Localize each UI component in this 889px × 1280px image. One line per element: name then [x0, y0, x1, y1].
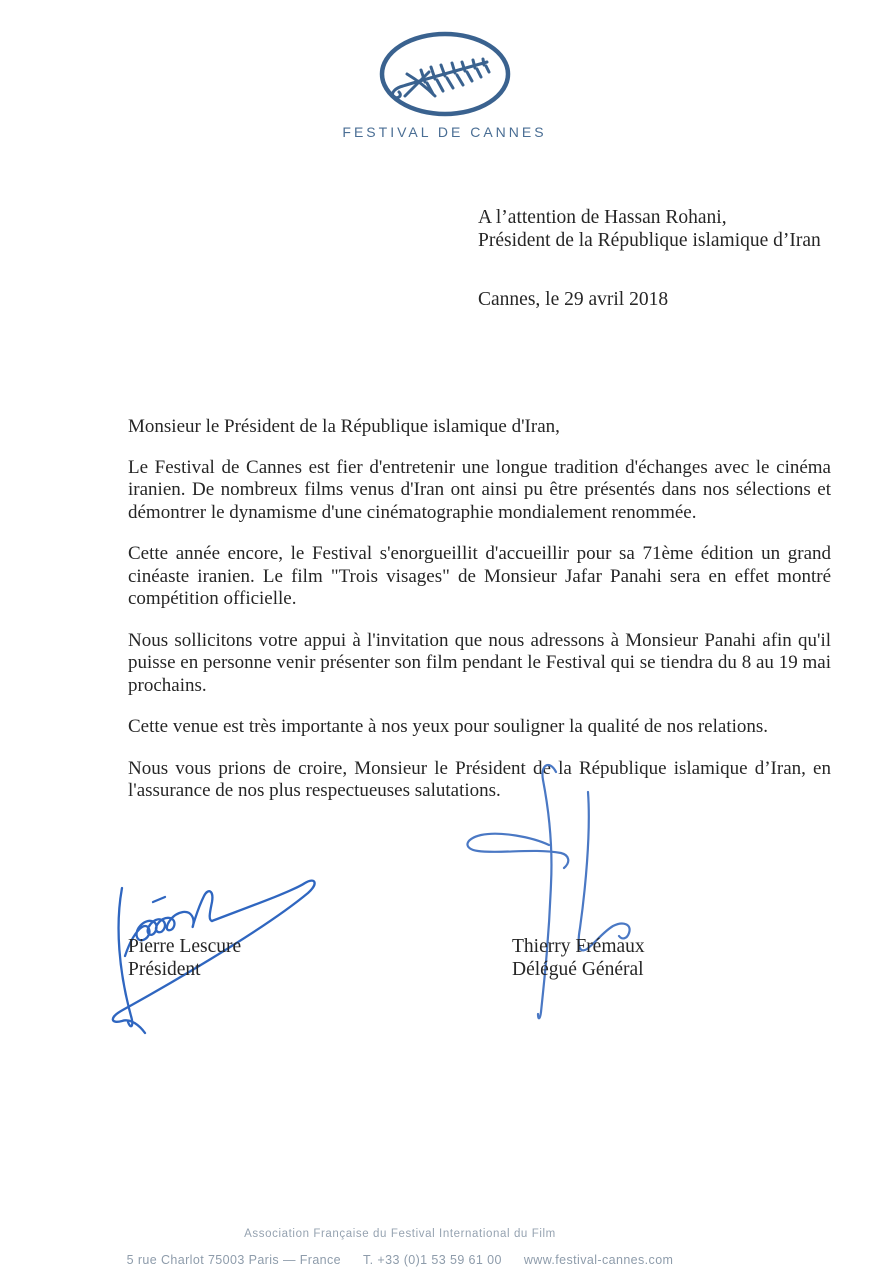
paragraph-line: démontrer le dynamisme d'une cinématographie mondialement renommée.: [128, 501, 697, 523]
paragraph: [128, 543, 831, 611]
recipient-block: [478, 206, 821, 252]
signer-left-name: Pierre Lescure: [128, 936, 242, 957]
paragraph-line: Le Festival de Cannes est fier d'entretenir une longue tradition d'échanges avec le cinéma: [128, 456, 831, 478]
paragraph: [128, 457, 831, 525]
footer-phone: T. +33 (0)1 53 59 61 00: [363, 1253, 502, 1267]
paragraph: [128, 630, 831, 698]
letter-body-paragraphs: [128, 457, 831, 803]
letterhead: [0, 30, 889, 140]
salutation: Monsieur le Président de la République islamique d'Iran,: [128, 416, 560, 437]
signer-right-title: Délégué Général: [512, 958, 644, 980]
paragraph-line: puisse en personne venir présenter son film pendant le Festival qui se tiendra du 8 au 19 mai: [128, 652, 831, 673]
signer-right-name: Thierry Frémaux: [512, 936, 645, 957]
brand-name: FESTIVAL DE CANNES: [342, 124, 547, 140]
recipient-line2: Président de la République islamique d’Iran: [478, 230, 821, 251]
dateline: Cannes, le 29 avril 2018: [478, 289, 669, 310]
footer-org: Association Française du Festival International du Film: [244, 1228, 556, 1240]
paragraph-line: iranien. De nombreux films venus d'Iran ont ainsi pu être présentés dans nos sélections et: [128, 479, 831, 500]
paragraph-line: prochains.: [128, 674, 207, 696]
paragraph-line: Cette venue est très importante à nos yeux pour souligner la qualité de nos relations.: [128, 716, 769, 737]
signer-right: [512, 936, 645, 981]
paragraph: [128, 758, 831, 803]
signer-left-title: Président: [128, 958, 201, 980]
paragraph-line: compétition officielle.: [128, 588, 297, 609]
letter-body: [128, 416, 831, 822]
cannes-palm-logo-icon: [377, 30, 513, 118]
paragraph-line: cinéaste iranien. Le film "Trois visages" de Monsieur Jafar Panahi sera en effet montré: [128, 565, 831, 587]
paragraph: [128, 716, 831, 739]
footer-website: www.festival-cannes.com: [523, 1253, 674, 1267]
footer-contact: [0, 1253, 800, 1267]
paragraph-line: l'assurance de nos plus respectueuses salutations.: [128, 780, 501, 801]
paragraph-line: Nous vous prions de croire, Monsieur le Président de la République islamique d’Iran, en: [128, 757, 831, 779]
recipient-line1: A l’attention de Hassan Rohani,: [478, 207, 727, 228]
footer-address: 5 rue Charlot 75003 Paris — France: [126, 1253, 342, 1267]
paragraph-line: Cette année encore, le Festival s'enorgueillit d'accueillir pour sa 71ème édition un grand: [128, 543, 831, 564]
letter-footer: [0, 1228, 800, 1267]
signer-left: [128, 936, 241, 981]
paragraph-line: Nous sollicitons votre appui à l'invitation que nous adressons à Monsieur Panahi afin qu'il: [128, 629, 831, 651]
